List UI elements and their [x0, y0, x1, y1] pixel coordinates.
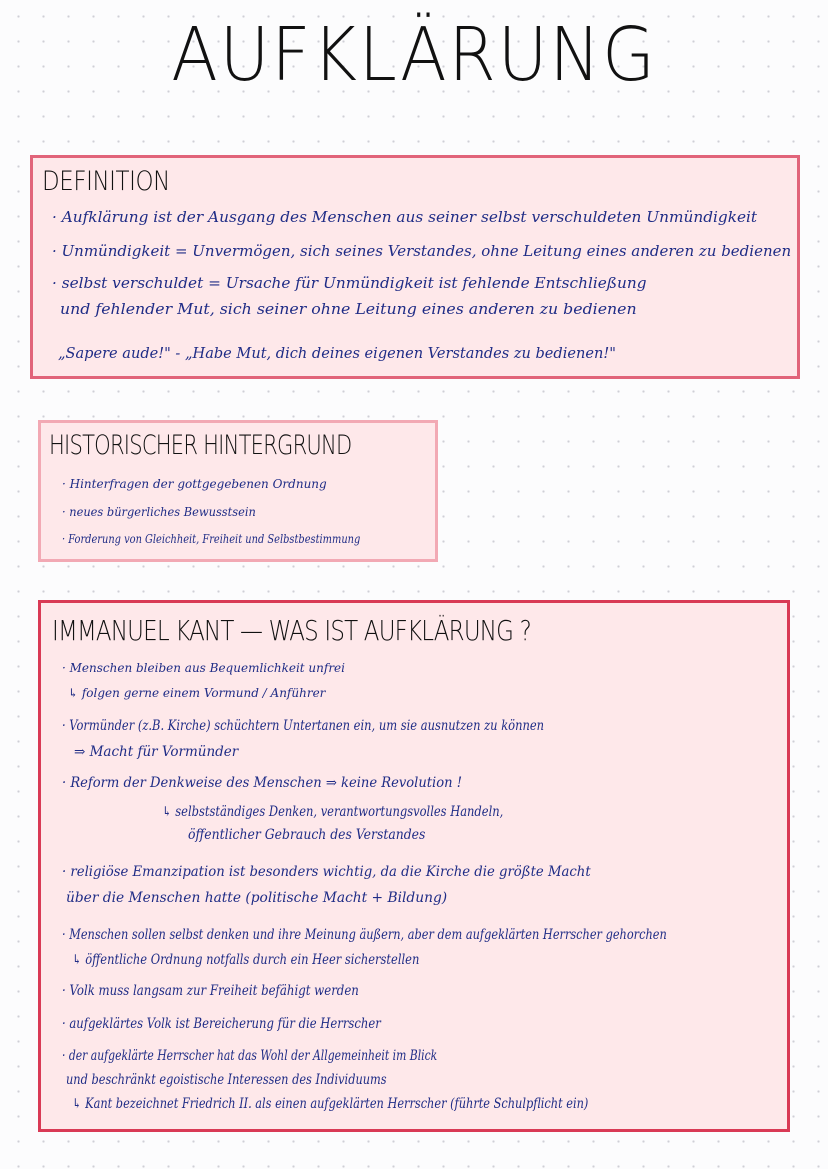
kant-line: · Menschen bleiben aus Bequemlichkeit unfrei [62, 661, 345, 675]
kant-line: · Volk muss langsam zur Freiheit befähigt werden [62, 983, 359, 999]
kant-line: ⇒ Macht für Vormünder [74, 744, 239, 760]
definition-line: · selbst verschuldet = Ursache für Unmündigkeit ist fehlende Entschließung [52, 274, 647, 292]
history-line: · Forderung von Gleichheit, Freiheit und Selbstbestimmung [62, 532, 361, 546]
kant-line: über die Menschen hatte (politische Macht + Bildung) [66, 890, 448, 906]
kant-line: ↳ Kant bezeichnet Friedrich II. als einen aufgeklärten Herrscher (führte Schulpflicht ein) [72, 1096, 589, 1112]
definition-line: · Aufklärung ist der Ausgang des Menschen aus seiner selbst verschuldeten Unmündigkeit [52, 208, 758, 226]
definition-line: und fehlender Mut, sich seiner ohne Leitung eines anderen zu bedienen [60, 300, 637, 318]
kant-line: · Vormünder (z.B. Kirche) schüchtern Untertanen ein, um sie ausnutzen zu können [62, 718, 545, 734]
kant-line: ↳ selbstständiges Denken, verantwortungsvolles Handeln, [162, 804, 504, 820]
kant-line: ↳ öffentliche Ordnung notfalls durch ein Heer sicherstellen [72, 952, 420, 968]
kant-line: öffentlicher Gebrauch des Verstandes [188, 827, 426, 843]
kant-line: und beschränkt egoistische Interessen des Individuums [66, 1072, 387, 1088]
page-title: AUFKLÄRUNG [171, 12, 657, 98]
kant-line: ↳ folgen gerne einem Vormund / Anführer [68, 686, 326, 700]
definition-heading: DEFINITION [42, 166, 170, 197]
motto-line: „Sapere aude!" - „Habe Mut, dich deines eigenen Verstandes zu bedienen!" [58, 344, 616, 362]
definition-line: · Unmündigkeit = Unvermögen, sich seines Verstandes, ohne Leitung eines anderen zu bedienen [52, 242, 792, 260]
history-line: · neues bürgerliches Bewusstsein [62, 505, 256, 519]
history-line: · Hinterfragen der gottgegebenen Ordnung [62, 477, 327, 491]
kant-line: · aufgeklärtes Volk ist Bereicherung für die Herrscher [62, 1016, 381, 1032]
kant-heading: IMMANUEL KANT — WAS IST AUFKLÄRUNG ? [52, 614, 531, 647]
kant-line: · religiöse Emanzipation ist besonders wichtig, da die Kirche die größte Macht [62, 864, 591, 880]
kant-line: · Menschen sollen selbst denken und ihre Meinung äußern, aber dem aufgeklärten Herrscher gehorchen [62, 927, 667, 943]
kant-line: · der aufgeklärte Herrscher hat das Wohl der Allgemeinheit im Blick [62, 1048, 438, 1064]
history-heading: HISTORISCHER HINTERGRUND [49, 430, 352, 461]
kant-line: · Reform der Denkweise des Menschen ⇒ keine Revolution ! [62, 775, 462, 791]
